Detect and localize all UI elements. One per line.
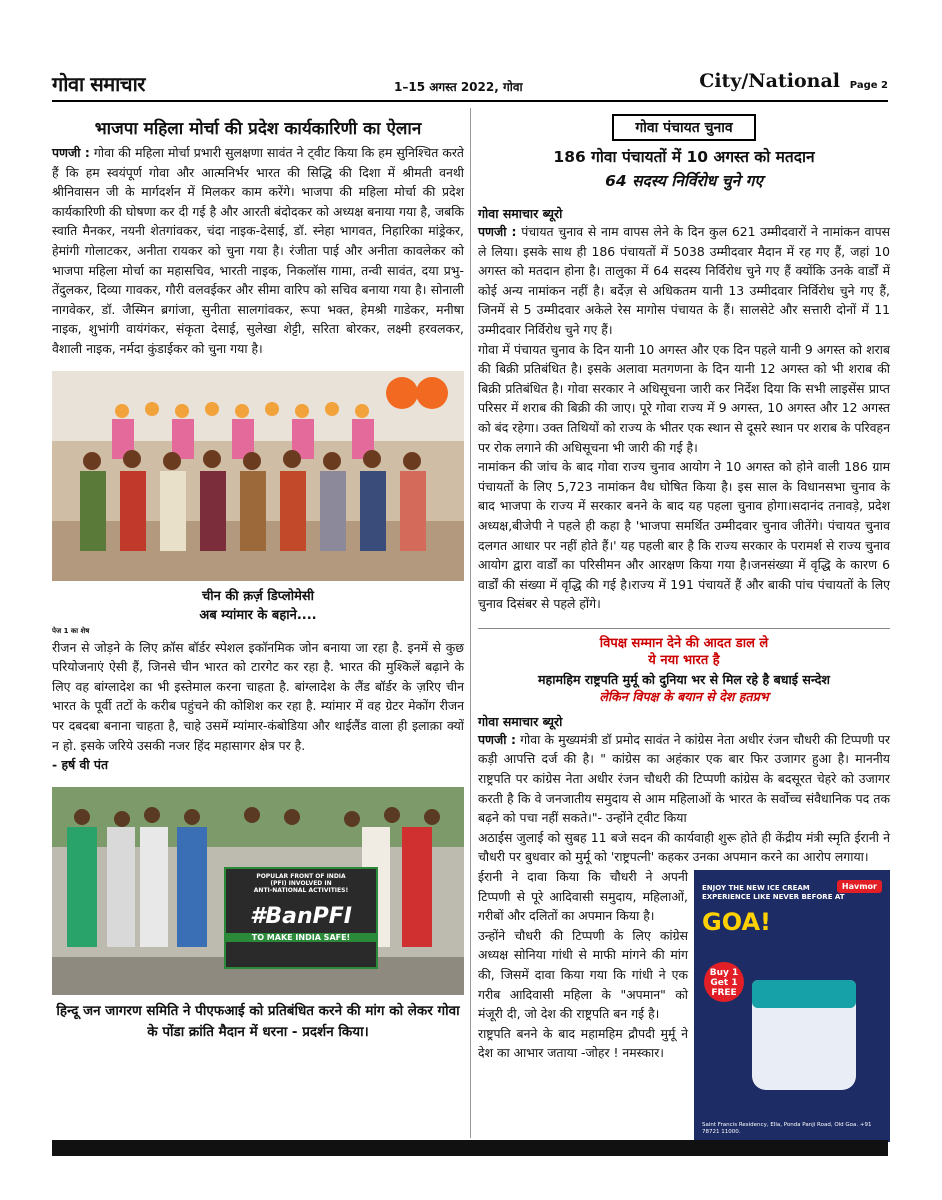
newspaper-logo: गोवा समाचार [52,72,145,96]
author: - हर्ष वी पंत [52,757,109,773]
article-murmu-p1 [478,730,890,828]
section-divider [478,628,890,629]
article-panchayat-p2: गोवा में पंचायत चुनाव के दिन यानी 10 अगस्त और एक दिन पहले यानी 9 अगस्त को शराब की बिक्री प्रतिबंधित है। इसके अलावा मतगणना के दिन यानी 12 अगस्त को भी शराब की बिक्री प्रतिबंधित है। गोवा सरकार ने अधिसूचना जारी कर निर्देश दिया कि सभी लाइसेंस प्राप्त परिसर में शराब की बिक्री की जाए। पूरे गोवा राज्य में 9 अगस्त, 10 अगस्त और 12 अगस्त को बंद रहेगा। उक्त तिथियों को राज्य के भीतर एक स्थान से दूसरे स्थान पर शराब के परिवहन पर रोक लगाने की अधिसूचना भी जारी की गई है। [478,341,890,455]
masthead [52,70,888,102]
article-murmu-p3: ईरानी ने दावा किया कि चौधरी ने अपनी टिप्पणी से पूरे आदिवासी समुदाय, महिलाओं, गरीबों और दलितों का अपमान किया है। [478,869,688,924]
article-murmu-text1: गोवा के मुख्यमंत्री डॉ प्रमोद सावंत ने कांग्रेस नेता अधीर रंजन चौधरी की टिप्पणी पर कड़ी आपत्ति दर्ज की है। " कांग्रेस का अहंकार एक बार फिर उजागर हुआ है। माननीय राष्ट्रपति पर कांग्रेस नेता अधीर रंजन चौधरी की टिप्पणी कांग्रेस के बदसूरत चेहरे को उजागर करती है कि वे जनजातीय समुदाय से आम महिलाओं के भारत के सर्वोच्च संवैधानिक पद तक बढ़ने को पचा नहीं सकते।"- उन्होंने ट्वीट किया [478,731,891,826]
ad-address: Saint Francis Residency, Ella, Ponda Panji Road, Old Goa. +91 78721 11000. [702,1122,872,1135]
article-panchayat-p3: नामांकन की जांच के बाद गोवा राज्य चुनाव आयोग ने 10 अगस्त को होने वाली 186 ग्राम पंचायतों के लिए 5,723 नामांकन वैध घोषित किया है। इस साल के विधानसभा चुनाव के बाद भाजपा के राज्य में सरकार बनने के बाद यह पहला चुनाव होगा।सदानंद तनावड़े, प्रदेश अध्यक्ष,बीजेपी ने पहले ही कहा है 'भाजपा समर्थित उम्मीदवार चुनाव जीतेंगे। पंचायत चुनाव दलगत आधार पर नहीं होते हैं।' यह पहली बार है कि राज्य सरकार के परामर्श से राज्य चुनाव आयोग द्वारा वार्डों का परिसीमन और आरक्षण किया गया है।जनसंख्या में वृद्धि के कारण 6 वार्डों की संख्या में वृद्धि की गई है।राज्य में 191 पंचायतें हैं और बाकी पांच पंचायतों के लिए चुनाव दिसंबर से पहले होंगे। [478,459,890,612]
byline-murmu: गोवा समाचार ब्यूरो [478,713,563,729]
left-column [52,110,464,1043]
headline-opposition-red-2: ये नया भारत है [648,652,720,668]
headline-murmu: महामहिम राष्ट्रपति मुर्मू को दुनिया भर से मिल रहे है बधाई सन्देश [538,671,830,687]
issue-date: 1–15 अगस्त 2022, गोवा [394,80,523,94]
headline-bjp: भाजपा महिला मोर्चा की प्रदेश कार्यकारिणी का ऐलान [94,119,422,139]
subhead-murmu: लेकिन विपक्ष के बयान से देश हतप्रभ [599,688,769,704]
photo-bjp-group [52,371,464,581]
havmor-advertisement[interactable] [694,870,890,1142]
havmor-logo: Havmor [837,880,882,893]
dateline: पणजी : [478,731,516,747]
caption-china [52,587,464,625]
dateline: पणजी : [52,145,90,160]
headline-panchayat: 186 गोवा पंचायतों में 10 अगस्त को मतदान [553,148,815,166]
caption-china-line2: अब म्यांमार के बहाने.... [199,607,317,623]
article-murmu-p5: राष्ट्रपति बनने के बाद महामहिम द्रौपदी मुर्मू ने देश का आभार जताया -जोहर ! नमस्कार। [478,1025,688,1061]
column-divider [470,108,471,1138]
kicker-panchayat: गोवा पंचायत चुनाव [612,114,756,141]
article-murmu-p4: उन्होंने चौधरी की टिप्पणी के लिए कांग्रेस अध्यक्ष सोनिया गांधी से माफी मांगने की मांग की, जिसमें दावा किया गया कि गांधी ने एक गरीब आदिवासी महिला के "अपमान" को मंजूरी दी, जो देश की राष्ट्रपति बन गई है। [478,927,688,1022]
ad-offer-badge: Buy 1 Get 1 FREE [704,962,744,1002]
ad-tagline: ENJOY THE NEW ICE CREAM EXPERIENCE LIKE NEVER BEFORE AT [702,884,845,901]
photo-protest [52,787,464,995]
headline-opposition-red: विपक्ष सम्मान देने की आदत डाल ले [599,635,769,651]
footer-bar [52,1140,888,1156]
article-panchayat-text1: पंचायत चुनाव से नाम वापस लेने के दिन कुल 621 उम्मीदवारों ने नामांकन वापस ले लिया। इसके साथ ही 186 पंचायतों में 5038 उम्मीदवार मैदान में रह गए हैं, जहां 10 अगस्त को मतदान होना है। तालुका में 64 सदस्य निर्विरोध चुने गए हैं क्योंकि उनके वार्डों में कोई अन्य नामांकन नहीं है। बर्देज़ से अधिकतम यानी 13 उम्मीदवार निर्विरोध चुने गए हैं, जिनमें से 5 उम्मीदवार अकेले रेस मागोस पंचायत के हैं। सालसेटे और सत्तारी दोनों में 11 उम्मीदवार निर्विरोध चुने गए हैं। [478,224,890,337]
article-bjp-text: गोवा की महिला मोर्चा प्रभारी सुलक्षणा सावंत ने ट्वीट किया कि हम सुनिश्चित करते हैं कि हम स्वयंपूर्ण गोवा और आत्मनिर्भर भारत की सिद्धि की दिशा में श्रीमती वनथी श्रीनिवासन जी के मार्गदर्शन में मिलकर काम करेंगे। भाजपा की महिला मोर्चा की प्रदेश कार्यकारिणी की घोषणा कर दी गई है और आरती बंदोदकर को अध्यक्ष बनाया गया है, जबकि स्वाति मैनकर, नयनी शेतगांवकर, चंदा नाइक-देसाई, डॉ. स्नेहा भागवत, निहारिका मांड्रेकर, हेमांगी गोलाटकर, अनीता रायकर को चुना गया है। रंजीता पाई और अनीता कावलेकर को भाजपा महिला मोर्चा का महासचिव, भारती नाइक, निकलॉस गामा, तन्वी सावंत, दया प्रभु-तेंदुलकर, दिव्या गावकर, गौरी वलवईकर और सीमा वारिप को सचिव बनाया गया है। सोनाली नागवेकर, डॉ. जैस्मिन ब्रगांजा, सुनीता सालगांवकर, रूपा भक्त, हेमश्री गाडेकर, मनीषा नाइक, शुभांगी वायंगंकर, संकृता देसाई, सुलेखा शेट्टी, सरिता बोरकर, लक्ष्मी हरवलकर, वैशाली नाइक, नर्मदा कुंडाईकर को चुना गया है। [52,145,464,356]
subhead-panchayat: 64 सदस्य निर्विरोध चुने गए [605,172,763,190]
section-title: City/National [699,70,840,92]
banner-line1: POPULAR FRONT OF INDIA [256,872,346,880]
article-bjp-body [52,143,464,359]
banner-hashtag: #BanPFI [250,903,352,929]
banner-line2: (PFI) INVOLVED IN [270,879,332,887]
article-panchayat-p1 [478,222,890,340]
ban-pfi-banner [224,867,378,969]
banner-sub: TO MAKE INDIA SAFE! [226,933,376,942]
continued-tag: पेज 1 का शेष [52,626,90,635]
dateline: पणजी : [478,224,517,239]
caption-china-line1: चीन की क़र्ज़ डिप्लोमेसी [201,588,315,604]
ice-cream-tub-band [752,980,856,1008]
article-murmu-p2: अठाईस जुलाई को सुबह 11 बजे सदन की कार्यवाही शुरू होते ही केंद्रीय मंत्री स्मृति ईरानी ने चौधरी पर बुधवार को मुर्मू को 'राष्ट्रपत्नी' कहकर उनका अपमान करने का आरोप लगाया। [478,829,890,865]
banner-line3: ANTI-NATIONAL ACTIVITIES! [253,886,349,894]
page-number: Page 2 [849,80,888,91]
article-china-body: रीजन से जोड़ने के लिए क्रॉस बॉर्डर स्पेशल इकॉनमिक जोन बनाया जा रहा है. इनमें से कुछ परियोजनाएं ऐसी हैं, जिनसे चीन भारत को टारगेट कर रहा है. भारत की मुश्किलें बढ़ाने के लिए वह बांग्लादेश का भी इस्तेमाल करना चाहता है. बांग्लादेश के लैंड बॉर्डर के ज़रिए चीन भारत के पूर्वी तटों के करीब पहुंचने की कोशिश कर रहा है. म्यांमार में वह ग्रेटर मेकोंग रीजन पर दबदबा बनाना चाहता है, चाहे उसमें म्यांमार-कंबोडिया और थाईलैंड वाला ही इलाक़ा क्यों न हो. इसके जरिये उसकी नजर हिंद महासागर क्षेत्र पर है. [52,639,464,753]
ad-place: GOA! [702,908,771,936]
group-photo-illustration [52,371,464,581]
caption-protest: हिन्दू जन जागरण समिति ने पीएफआई को प्रतिबंधित करने की मांग को लेकर गोवा के पोंडा क्रांति मैदान में धरना - प्रदर्शन किया। [56,1002,460,1040]
byline-panchayat: गोवा समाचार ब्यूरो [478,206,563,221]
